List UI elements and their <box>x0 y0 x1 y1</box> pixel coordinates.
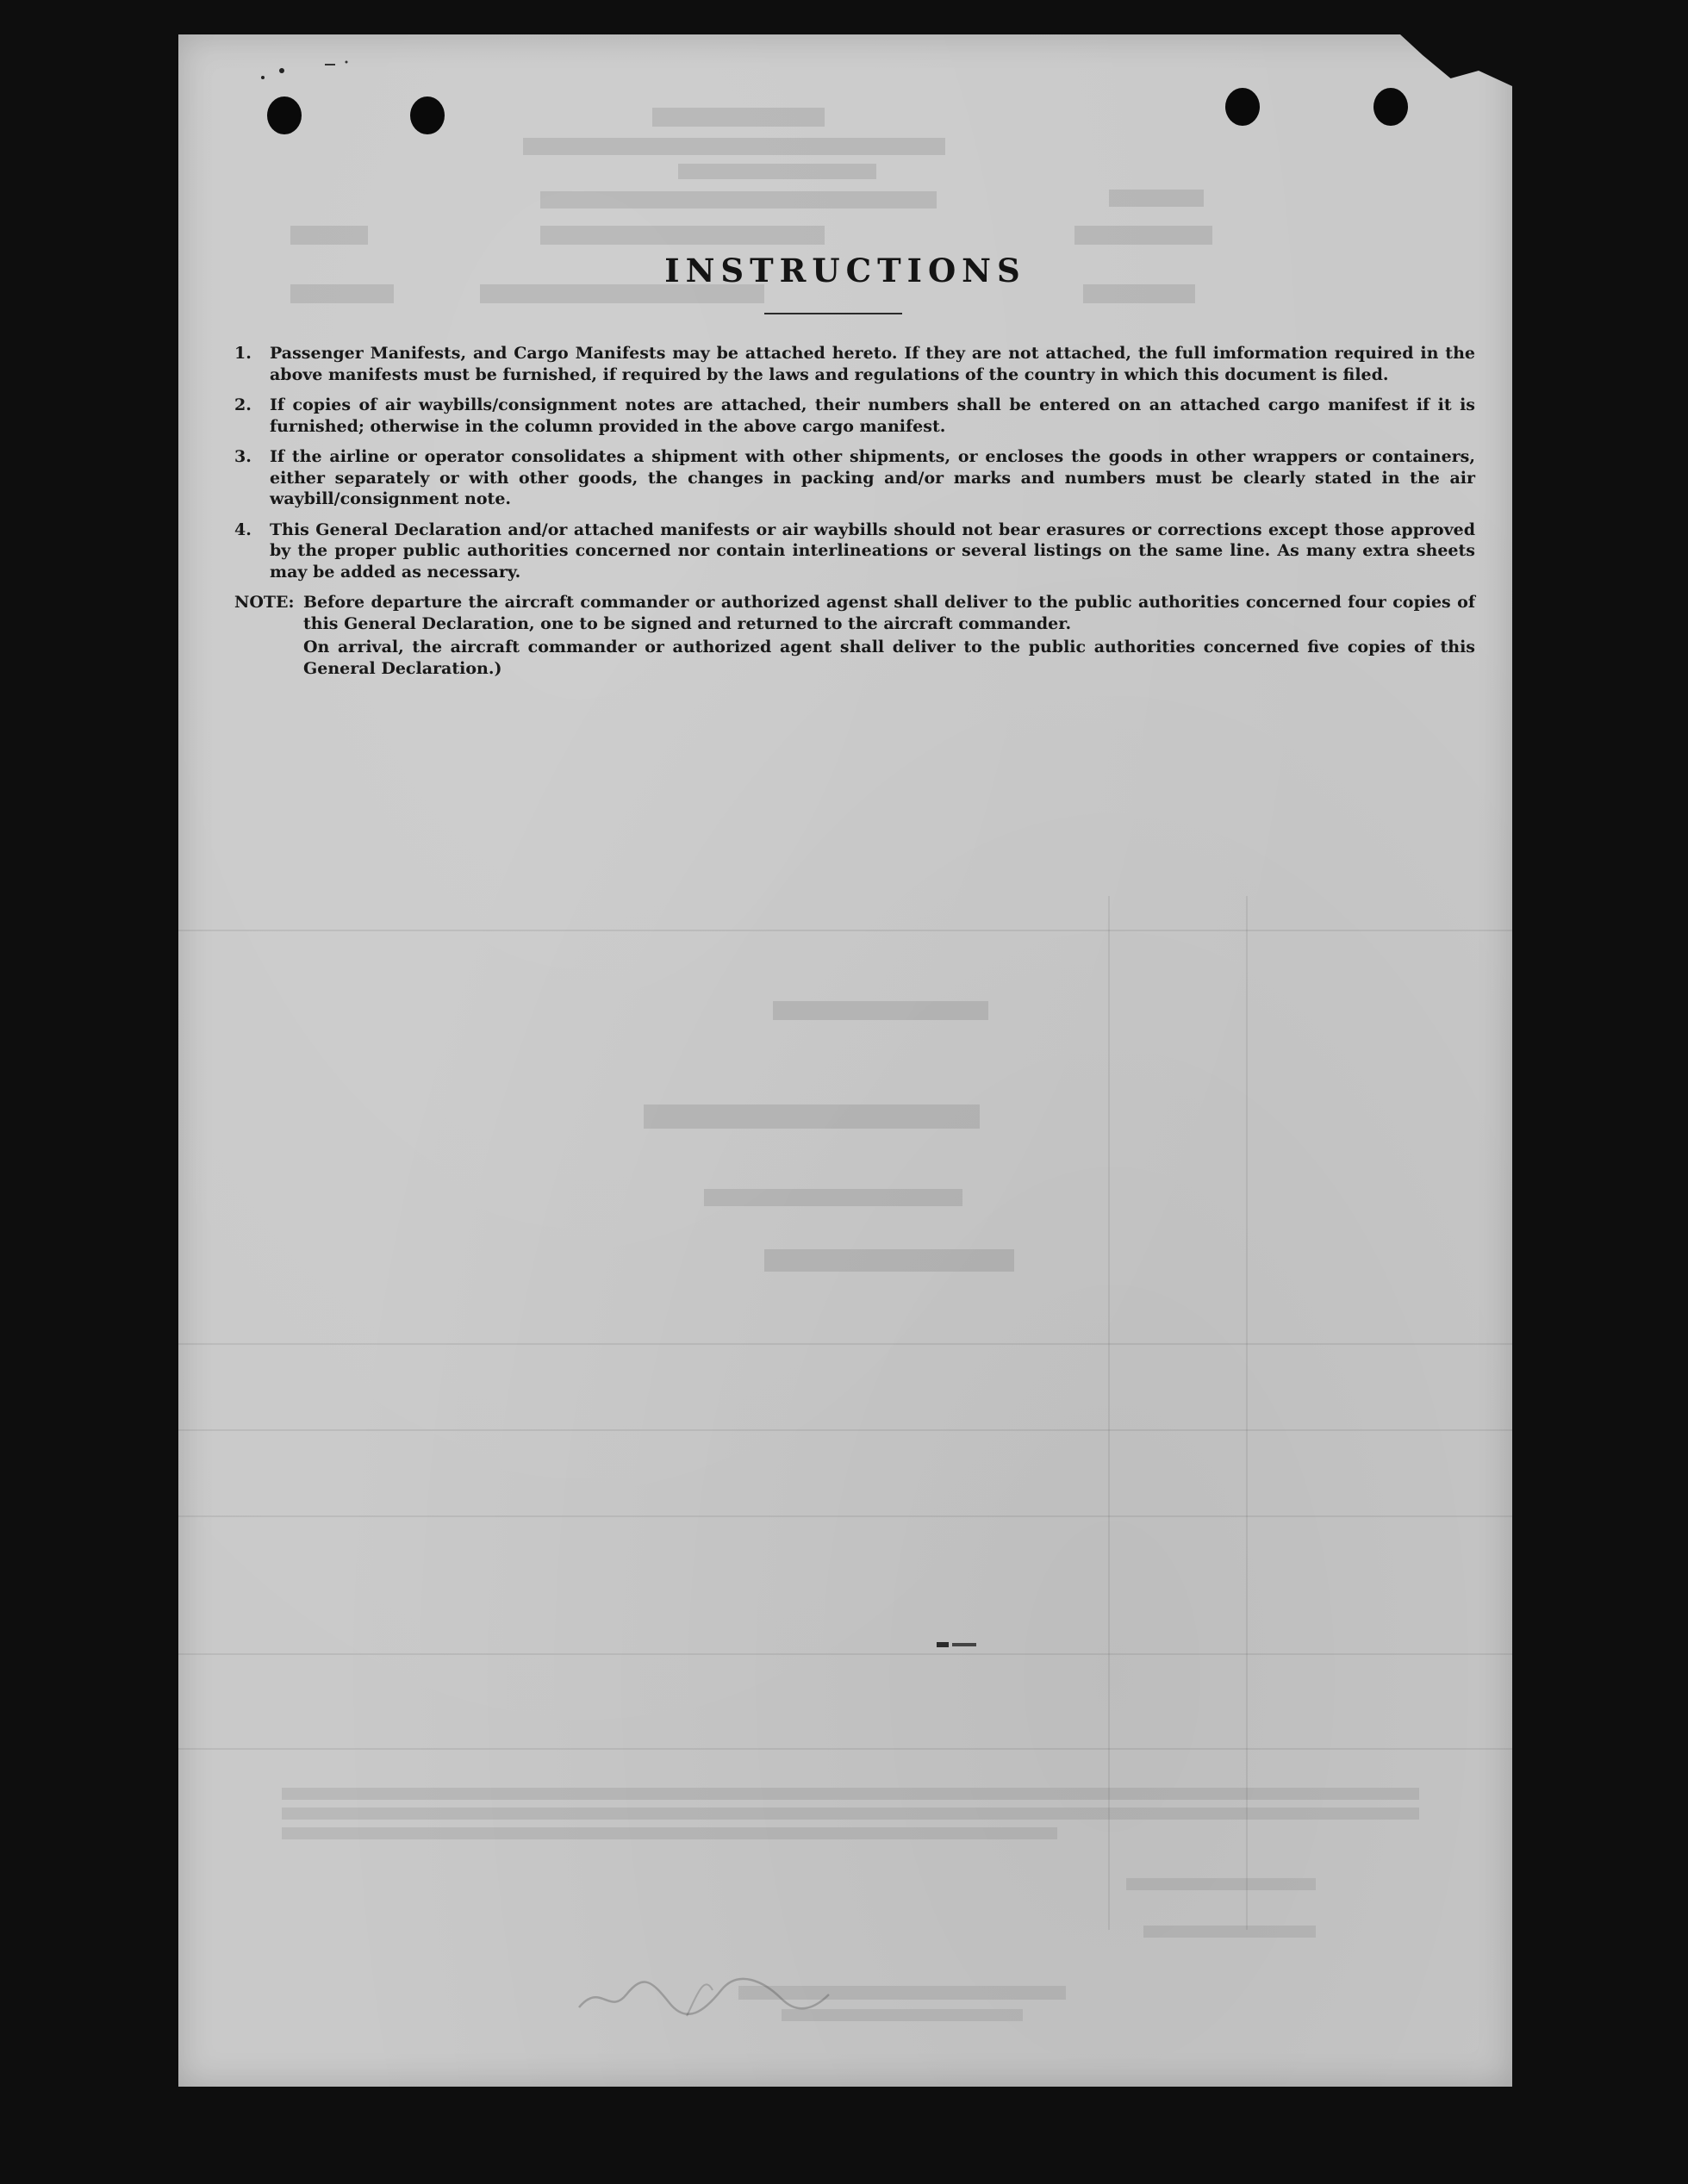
instructions-list <box>234 343 1475 679</box>
item-text: Passenger Manifests, and Cargo Manifests may be attached hereto. If they are not attached, the full imformation required in the above manifests must be furnished, if required by the laws and regulations of the country in which this document is filed. <box>270 344 1475 384</box>
document-page <box>178 34 1512 2087</box>
note-block <box>234 592 1475 679</box>
item-number: 4. <box>234 520 252 539</box>
note-arrival-text: On arrival, the aircraft commander or authorized agent shall deliver to the public authorities concerned five copies of this General Declaration.) <box>303 638 1475 678</box>
item-text: If the airline or operator consolidates a shipment with other shipments, or encloses the goods in other wrappers or containers, either separately or with other goods, the changes in packing and/or marks and numbers must be clearly stated in the air waybill/consignment note. <box>270 447 1475 508</box>
item-text: This General Declaration and/or attached manifests or air waybills should not bear erasures or corrections except those approved by the proper public authorities concerned nor contain interlineations or several listings on the same line. As many extra sheets may be added as necessary. <box>270 520 1475 582</box>
list-item <box>234 520 1475 583</box>
item-text: If copies of air waybills/consignment notes are attached, their numbers shall be entered on an attached cargo manifest if it is furnished; otherwise in the column provided in the above cargo manifest. <box>270 395 1475 436</box>
list-item <box>234 446 1475 510</box>
title-underline <box>764 313 902 314</box>
item-number: 2. <box>234 395 252 414</box>
list-item <box>234 343 1475 385</box>
note-departure-text: Before departure the aircraft commander or authorized agenst shall deliver to the public authorities concerned four copies of this General Declaration, one to be signed and returned to the aircraft commander. <box>303 593 1475 633</box>
stray-mark <box>937 1639 980 1651</box>
note-body <box>270 592 1475 679</box>
page-title: INSTRUCTIONS <box>664 252 1026 289</box>
faint-signature-bleed <box>575 1964 833 2025</box>
note-label: NOTE: <box>234 593 295 612</box>
item-number: 1. <box>234 344 252 363</box>
item-number: 3. <box>234 447 252 466</box>
list-item <box>234 395 1475 437</box>
